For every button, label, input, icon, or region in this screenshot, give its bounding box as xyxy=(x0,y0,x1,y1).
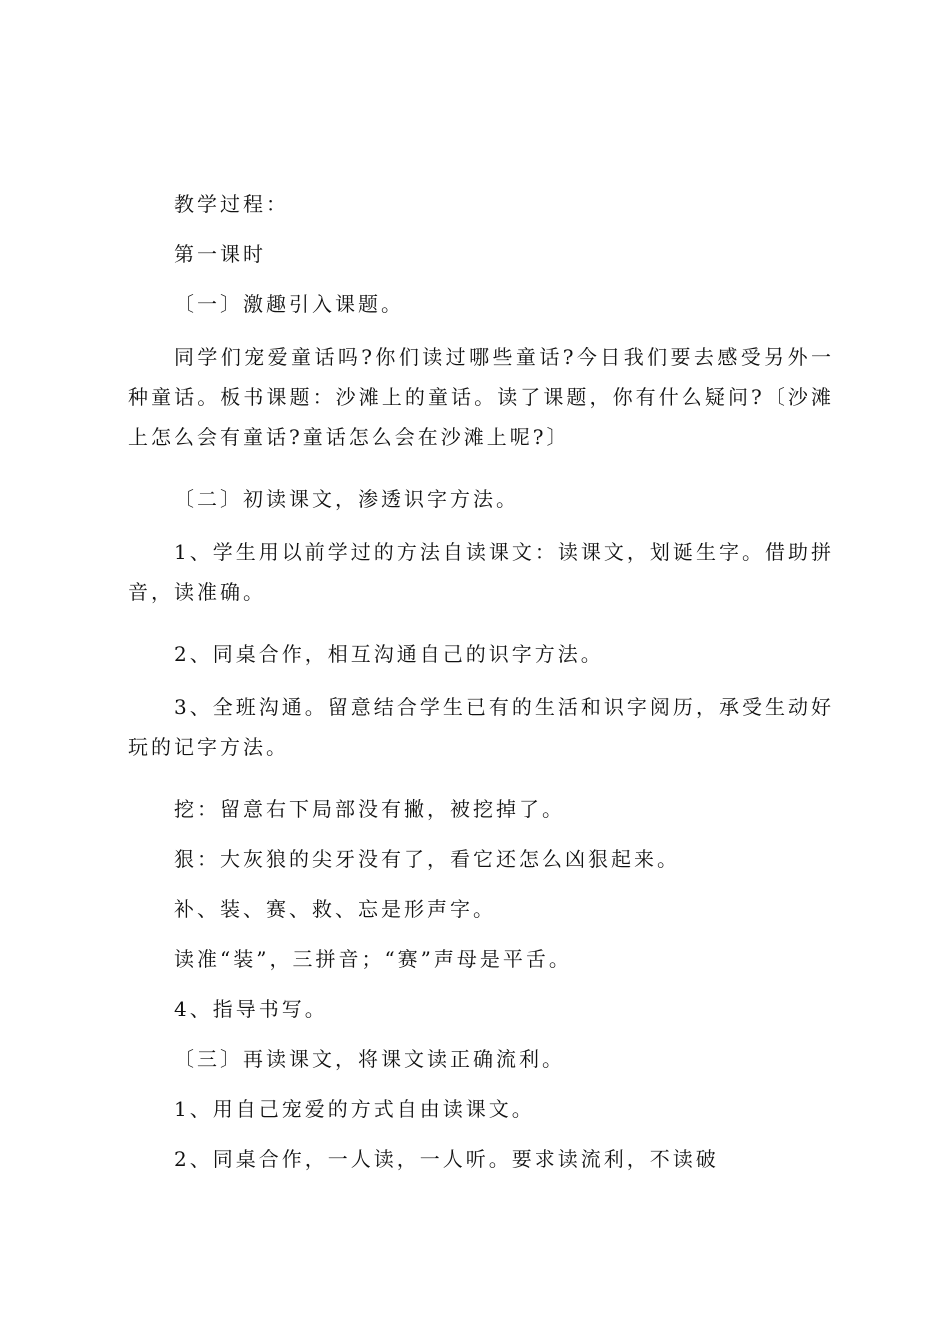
document-body xyxy=(128,187,834,1192)
section-heading-teaching-process: 教学过程： xyxy=(174,192,289,216)
paragraph-note-wa: 挖：留意右下局部没有撇，被挖掉了。 xyxy=(174,797,565,821)
paragraph-item-4: 4、指导书写。 xyxy=(174,997,328,1021)
lesson-heading-first: 第一课时 xyxy=(174,242,266,266)
paragraph-note-pinyin: 读准“装”，三拼音；“赛”声母是平舌。 xyxy=(174,947,572,971)
paragraph-note-xingsheng: 补、装、赛、救、忘是形声字。 xyxy=(174,897,496,921)
paragraph-item-1: 1、学生用以前学过的方法自读课文：读课文，划诞生字。借助拼音，读准确。 xyxy=(128,540,834,604)
paragraph-step3-item-1: 1、用自己宠爱的方式自由读课文。 xyxy=(174,1097,535,1121)
paragraph-step3-item-2: 2、同桌合作，一人读，一人听。要求读流利，不读破 xyxy=(174,1147,719,1171)
step-heading-1: 〔一〕激趣引入课题。 xyxy=(174,292,404,316)
paragraph-intro: 同学们宠爱童话吗?你们读过哪些童话?今日我们要去感受另外一种童话。板书课题：沙滩上的童话。读了课题，你有什么疑问?〔沙滩上怎么会有童话?童话怎么会在沙滩上呢?〕 xyxy=(128,345,834,449)
paragraph-item-2: 2、同桌合作，相互沟通自己的识字方法。 xyxy=(174,642,604,666)
paragraph-note-hen: 狠：大灰狼的尖牙没有了，看它还怎么凶狠起来。 xyxy=(174,847,680,871)
step-heading-3: 〔三〕再读课文，将课文读正确流利。 xyxy=(174,1047,565,1071)
paragraph-item-3: 3、全班沟通。留意结合学生已有的生活和识字阅历，承受生动好玩的记字方法。 xyxy=(128,695,834,759)
step-heading-2: 〔二〕初读课文，渗透识字方法。 xyxy=(174,487,519,511)
